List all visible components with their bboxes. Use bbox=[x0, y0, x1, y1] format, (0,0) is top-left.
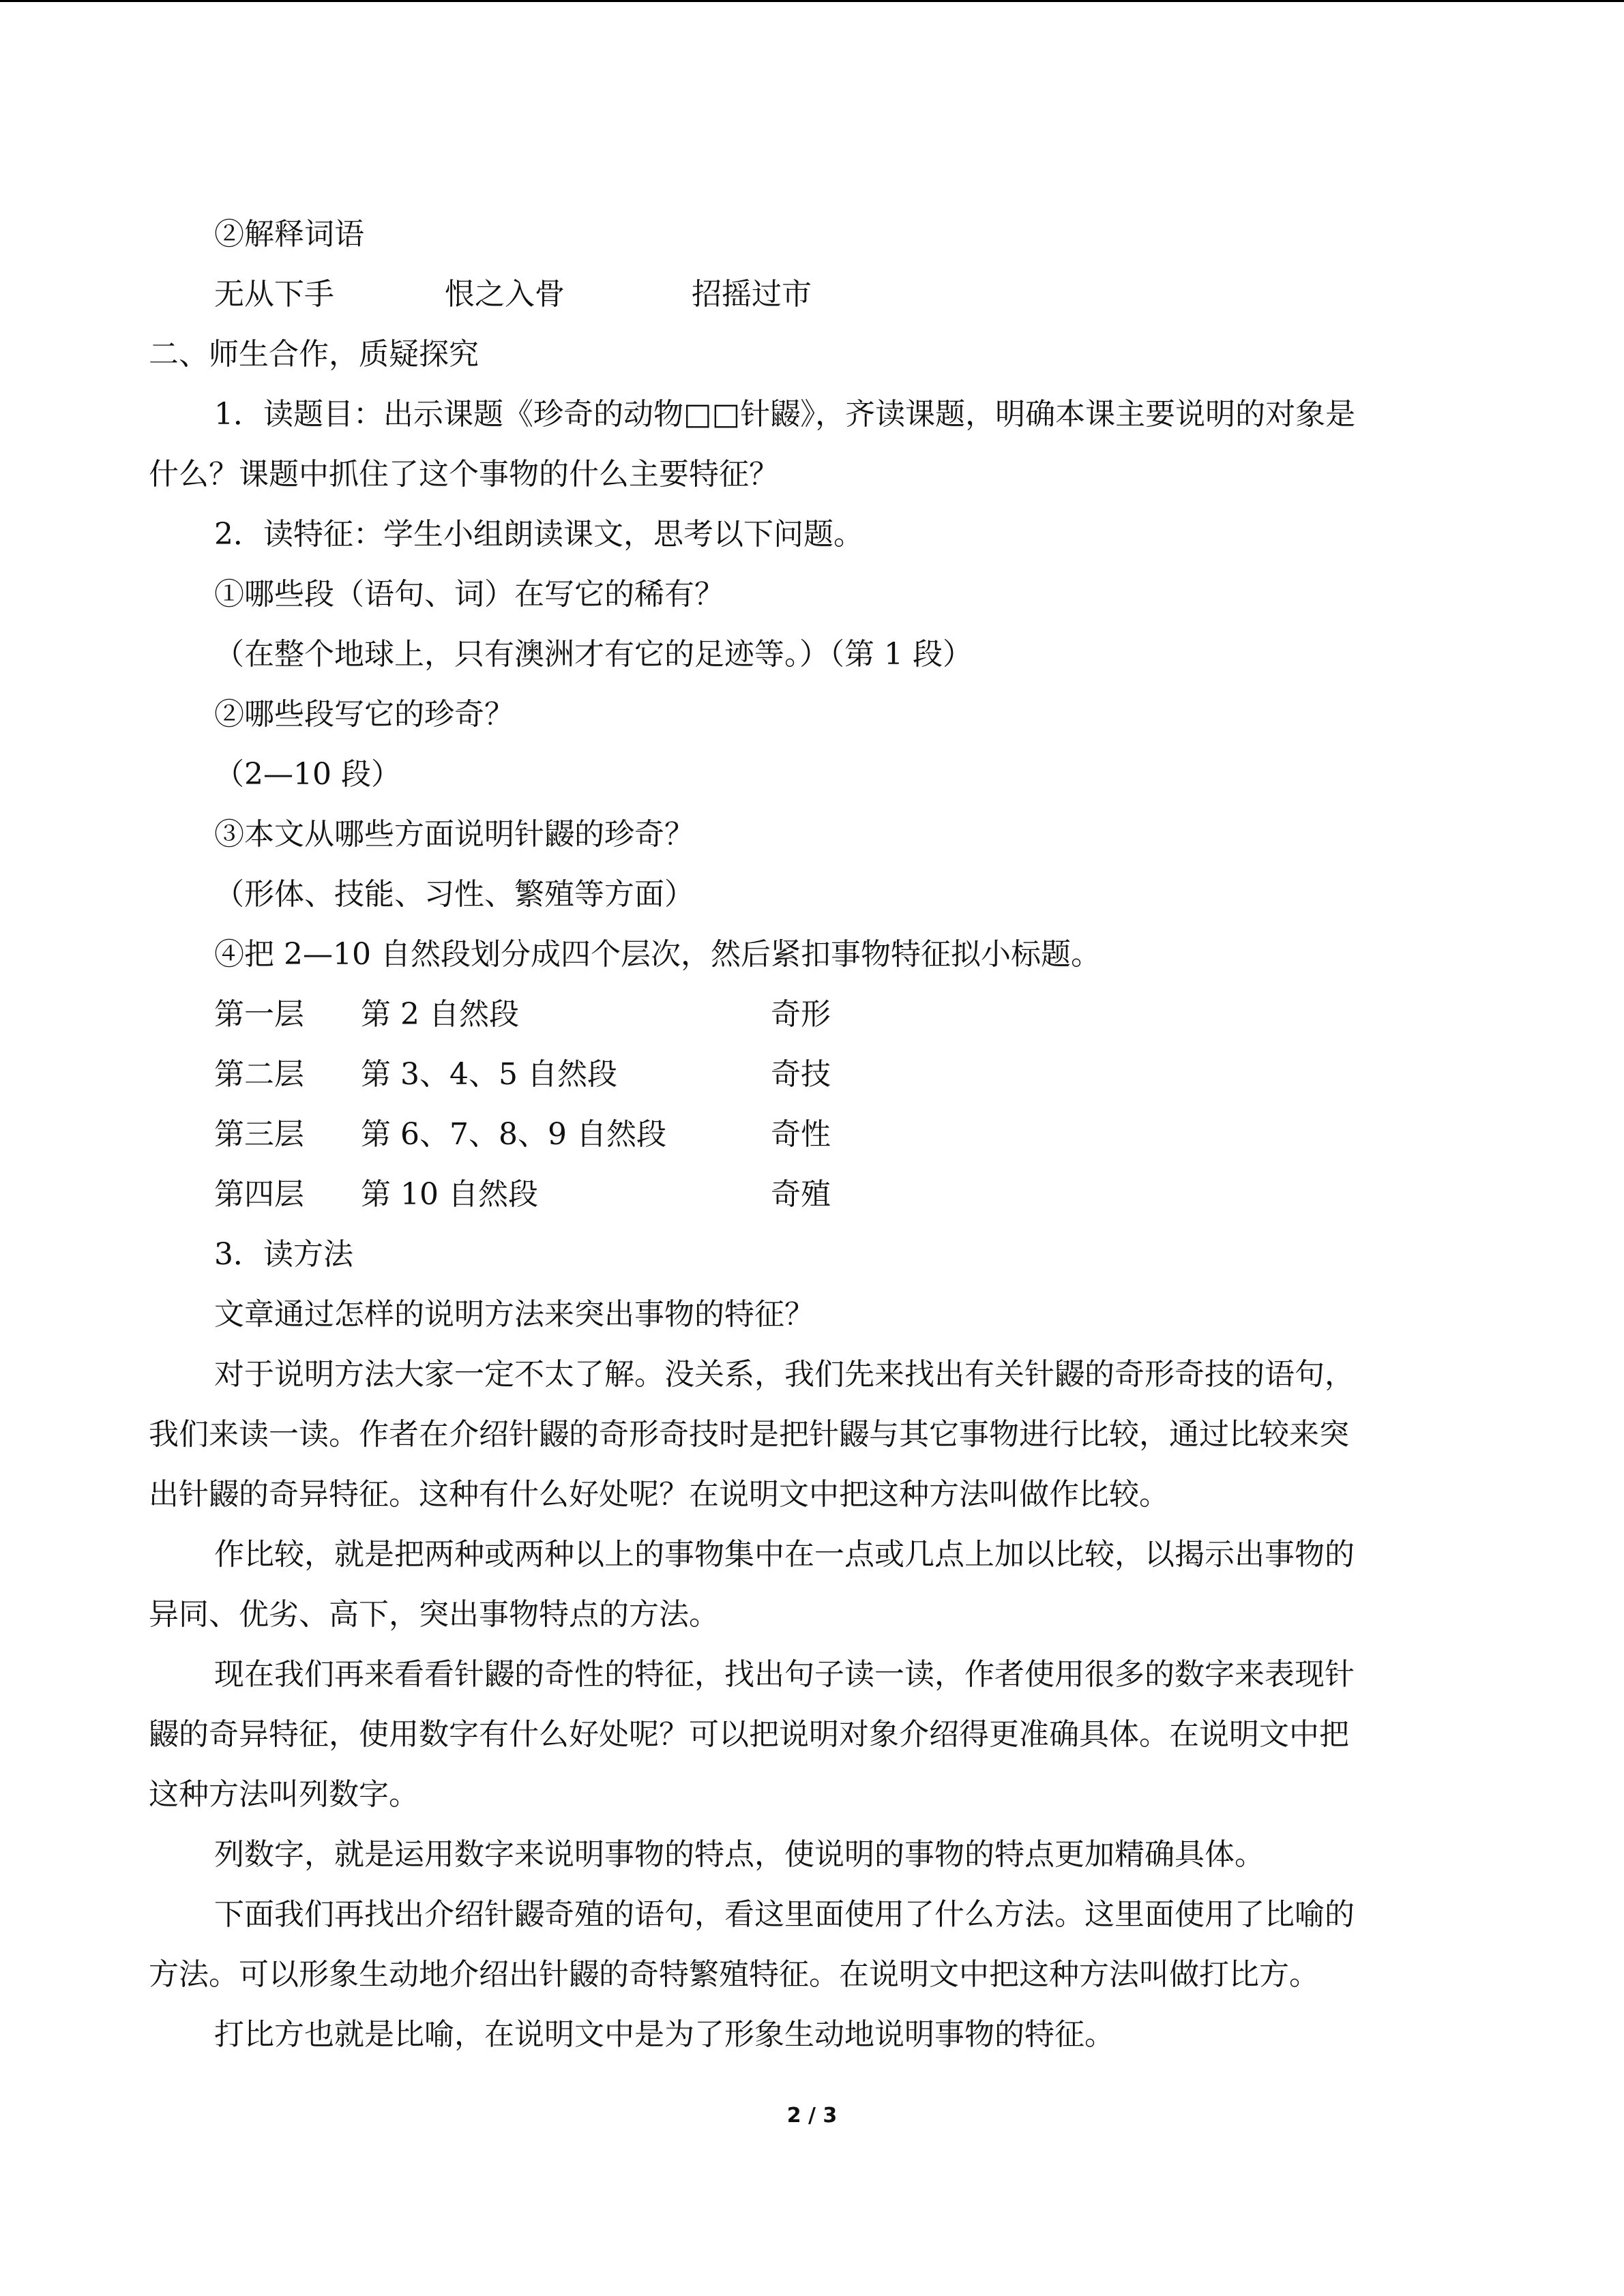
top-border-line bbox=[0, 0, 1624, 2]
word-item: 无从下手 bbox=[214, 277, 334, 312]
layer-range: 第 3、4、5 自然段 bbox=[361, 1057, 617, 1092]
layer-title: 奇性 bbox=[771, 1117, 831, 1152]
answer-line: （在整个地球上，只有澳洲才有它的足迹等。）（第 1 段） bbox=[214, 637, 973, 672]
question-line: ④把 2—10 自然段划分成四个层次，然后紧扣事物特征拟小标题。 bbox=[214, 937, 1101, 972]
paragraph-line: 鼹的奇异特征，使用数字有什么好处呢？可以把说明对象介绍得更准确具体。在说明文中把 bbox=[149, 1717, 1349, 1752]
layer-title: 奇技 bbox=[771, 1057, 831, 1092]
paragraph-line: 下面我们再找出介绍针鼹奇殖的语句，看这里面使用了什么方法。这里面使用了比喻的 bbox=[214, 1897, 1355, 1932]
paragraph-line: 打比方也就是比喻，在说明文中是为了形象生动地说明事物的特征。 bbox=[214, 2017, 1114, 2052]
words-heading: ②解释词语 bbox=[214, 217, 364, 252]
section-heading: 二、师生合作，质疑探究 bbox=[149, 337, 479, 372]
answer-line: （形体、技能、习性、繁殖等方面） bbox=[214, 877, 694, 912]
paragraph-line: 这种方法叫列数字。 bbox=[149, 1777, 419, 1812]
paragraph-line: 现在我们再来看看针鼹的奇性的特征，找出句子读一读，作者使用很多的数字来表现针 bbox=[214, 1657, 1355, 1692]
answer-line: （2—10 段） bbox=[214, 757, 401, 792]
paragraph-line: 1．读题目：出示课题《珍奇的动物□□针鼹》，齐读课题，明确本课主要说明的对象是 bbox=[214, 397, 1356, 432]
question-line: ②哪些段写它的珍奇？ bbox=[214, 697, 514, 732]
paragraph-line: 什么？课题中抓住了这个事物的什么主要特征？ bbox=[149, 457, 779, 492]
page-number: 2 / 3 bbox=[786, 2104, 838, 2128]
layer-title: 奇殖 bbox=[771, 1177, 831, 1212]
layer-label: 第四层 bbox=[214, 1177, 304, 1212]
word-item: 招摇过市 bbox=[692, 277, 812, 312]
layer-label: 第一层 bbox=[214, 997, 304, 1032]
paragraph-line: 2．读特征：学生小组朗读课文，思考以下问题。 bbox=[214, 517, 863, 552]
question-line: ③本文从哪些方面说明针鼹的珍奇？ bbox=[214, 817, 694, 852]
paragraph-line: 异同、优劣、高下，突出事物特点的方法。 bbox=[149, 1597, 719, 1632]
layer-range: 第 10 自然段 bbox=[361, 1177, 538, 1212]
paragraph-line: 出针鼹的奇异特征。这种有什么好处呢？在说明文中把这种方法叫做作比较。 bbox=[149, 1477, 1169, 1512]
layer-range: 第 6、7、8、9 自然段 bbox=[361, 1117, 666, 1152]
paragraph-line: 文章通过怎样的说明方法来突出事物的特征？ bbox=[214, 1297, 814, 1332]
word-item: 恨之入骨 bbox=[445, 277, 565, 312]
paragraph-line: 列数字，就是运用数字来说明事物的特点，使说明的事物的特点更加精确具体。 bbox=[214, 1837, 1265, 1872]
question-line: ①哪些段（语句、词）在写它的稀有？ bbox=[214, 577, 724, 612]
layer-title: 奇形 bbox=[771, 997, 831, 1032]
layer-label: 第三层 bbox=[214, 1117, 304, 1152]
paragraph-line: 方法。可以形象生动地介绍出针鼹的奇特繁殖特征。在说明文中把这种方法叫做打比方。 bbox=[149, 1957, 1319, 1992]
paragraph-line: 作比较，就是把两种或两种以上的事物集中在一点或几点上加以比较，以揭示出事物的 bbox=[214, 1537, 1355, 1572]
layer-range: 第 2 自然段 bbox=[361, 997, 519, 1032]
paragraph-line: 对于说明方法大家一定不太了解。没关系，我们先来找出有关针鼹的奇形奇技的语句， bbox=[214, 1357, 1355, 1392]
paragraph-line: 3．读方法 bbox=[214, 1237, 353, 1272]
paragraph-line: 我们来读一读。作者在介绍针鼹的奇形奇技时是把针鼹与其它事物进行比较，通过比较来突 bbox=[149, 1417, 1349, 1452]
layer-label: 第二层 bbox=[214, 1057, 304, 1092]
